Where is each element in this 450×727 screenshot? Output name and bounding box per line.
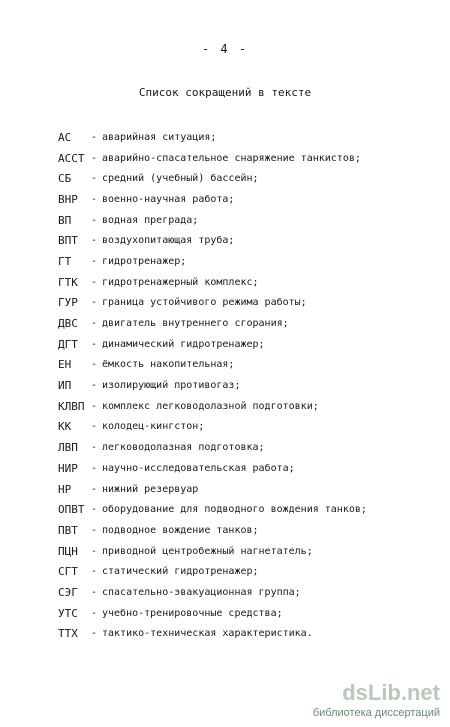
abbreviation-definition: статический гидротренажер; (102, 566, 259, 578)
abbreviation-dash: - (90, 483, 98, 495)
abbreviation-term: ОПВТ (58, 503, 85, 517)
abbreviation-definition: подводное вождение танков; (102, 524, 259, 536)
abbreviation-dash: - (90, 152, 98, 164)
abbreviation-term: НР (58, 482, 72, 496)
abbreviation-row (58, 396, 388, 417)
abbreviation-dash: - (90, 193, 98, 205)
watermark-logo (313, 681, 440, 705)
abbreviation-dash: - (90, 566, 98, 578)
page-number: - 4 - (201, 42, 249, 56)
abbreviation-dash: - (90, 586, 98, 598)
abbreviation-row (58, 272, 388, 293)
abbreviation-row (58, 499, 388, 520)
abbreviation-definition: оборудование для подводного вождения танков; (102, 504, 367, 516)
abbreviation-row (58, 603, 388, 624)
abbreviation-row (58, 148, 388, 169)
abbreviation-dash: - (90, 338, 98, 350)
abbreviation-definition: двигатель внутреннего сгорания; (102, 318, 289, 330)
abbreviation-dash: - (90, 628, 98, 640)
abbreviation-dash: - (90, 607, 98, 619)
abbreviation-term: УТС (58, 606, 78, 620)
abbreviation-row (58, 127, 388, 148)
abbreviation-term: ВП (58, 213, 72, 227)
abbreviation-definition: спасательно-эвакуационная группа; (102, 586, 301, 598)
abbreviation-row (58, 479, 388, 500)
abbreviation-definition: изолирующий противогаз; (102, 380, 241, 392)
abbreviation-row (58, 293, 388, 314)
abbreviation-row (58, 334, 388, 355)
abbreviation-term: ВНР (58, 192, 78, 206)
abbreviation-definition: аварийно-спасательное снаряжение танкистов; (102, 152, 361, 164)
abbreviation-definition: ёмкость накопительная; (102, 359, 235, 371)
abbreviation-term: ПЦН (58, 544, 78, 558)
watermark-subtitle: библиотека диссертаций (312, 707, 440, 719)
abbreviation-row (58, 313, 388, 334)
abbreviation-row (58, 251, 388, 272)
abbreviation-definition: приводной центробежный нагнетатель; (102, 545, 313, 557)
abbreviation-dash: - (90, 442, 98, 454)
abbreviation-definition: динамический гидротренажер; (102, 338, 265, 350)
abbreviation-row (58, 624, 388, 645)
abbreviation-definition: гидротренажерный комплекс; (102, 276, 259, 288)
abbreviation-row (58, 541, 388, 562)
abbreviation-row (58, 582, 388, 603)
abbreviation-row (58, 355, 388, 376)
abbreviation-dash: - (90, 276, 98, 288)
abbreviation-dash: - (90, 318, 98, 330)
abbreviation-list (58, 127, 388, 644)
abbreviation-term: АС (58, 130, 72, 144)
abbreviation-dash: - (90, 545, 98, 557)
watermark-logo-ext: .net (400, 680, 440, 705)
abbreviation-definition: тактико-техническая характеристика. (102, 628, 313, 640)
abbreviation-term: ВПТ (58, 234, 78, 248)
abbreviation-term: СЭГ (58, 585, 78, 599)
abbreviation-dash: - (90, 214, 98, 226)
abbreviation-term: ТТХ (58, 627, 78, 641)
abbreviation-term: ЛВП (58, 441, 78, 455)
abbreviation-row (58, 417, 388, 438)
abbreviation-row (58, 375, 388, 396)
page-title: Список сокращений в тексте (138, 86, 312, 99)
abbreviation-row (58, 561, 388, 582)
abbreviation-term: АССТ (58, 151, 85, 165)
abbreviation-term: ЕН (58, 358, 72, 372)
abbreviation-row (58, 189, 388, 210)
abbreviation-term: ИП (58, 379, 72, 393)
abbreviation-row (58, 168, 388, 189)
abbreviation-term: ГУР (58, 296, 78, 310)
abbreviation-term: КК (58, 420, 72, 434)
abbreviation-definition: легководолазная подготовка; (102, 442, 265, 454)
abbreviation-dash: - (90, 504, 98, 516)
abbreviation-definition: научно-исследовательская работа; (102, 462, 295, 474)
abbreviation-term: НИР (58, 461, 78, 475)
abbreviation-term: СГТ (58, 565, 78, 579)
watermark-logo-main: dsLib (342, 680, 401, 705)
abbreviation-term: ДГТ (58, 337, 78, 351)
abbreviation-row (58, 458, 388, 479)
abbreviation-definition: военно-научная работа; (102, 193, 235, 205)
abbreviation-dash: - (90, 297, 98, 309)
abbreviation-definition: воздухопитающая труба; (102, 235, 235, 247)
abbreviation-row (58, 437, 388, 458)
abbreviation-definition: аварийная ситуация; (102, 131, 217, 143)
abbreviation-definition: учебно-тренировочные средства; (102, 607, 283, 619)
abbreviation-dash: - (90, 235, 98, 247)
abbreviation-dash: - (90, 255, 98, 267)
abbreviation-definition: гидротренажер; (102, 255, 187, 267)
abbreviation-dash: - (90, 380, 98, 392)
abbreviation-dash: - (90, 462, 98, 474)
abbreviation-dash: - (90, 524, 98, 536)
abbreviation-dash: - (90, 400, 98, 412)
abbreviation-term: ГТ (58, 254, 72, 268)
abbreviation-term: ГТК (58, 275, 78, 289)
abbreviation-definition: комплекс легководолазной подготовки; (102, 400, 319, 412)
abbreviation-row (58, 210, 388, 231)
abbreviation-term: ПВТ (58, 523, 78, 537)
abbreviation-dash: - (90, 421, 98, 433)
abbreviation-definition: граница устойчивого режима работы; (102, 297, 307, 309)
abbreviation-dash: - (90, 131, 98, 143)
abbreviation-row (58, 230, 388, 251)
abbreviation-term: СБ (58, 172, 72, 186)
abbreviation-dash: - (90, 173, 98, 185)
abbreviation-definition: водная преграда; (102, 214, 199, 226)
abbreviation-term: ДВС (58, 317, 78, 331)
abbreviation-dash: - (90, 359, 98, 371)
abbreviation-row (58, 520, 388, 541)
abbreviation-definition: колодец-кингстон; (102, 421, 205, 433)
abbreviation-definition: средний (учебный) бассейн; (102, 173, 259, 185)
watermark (313, 681, 440, 719)
abbreviation-definition: нижний резервуар (102, 483, 199, 495)
abbreviation-term: КЛВП (58, 399, 85, 413)
